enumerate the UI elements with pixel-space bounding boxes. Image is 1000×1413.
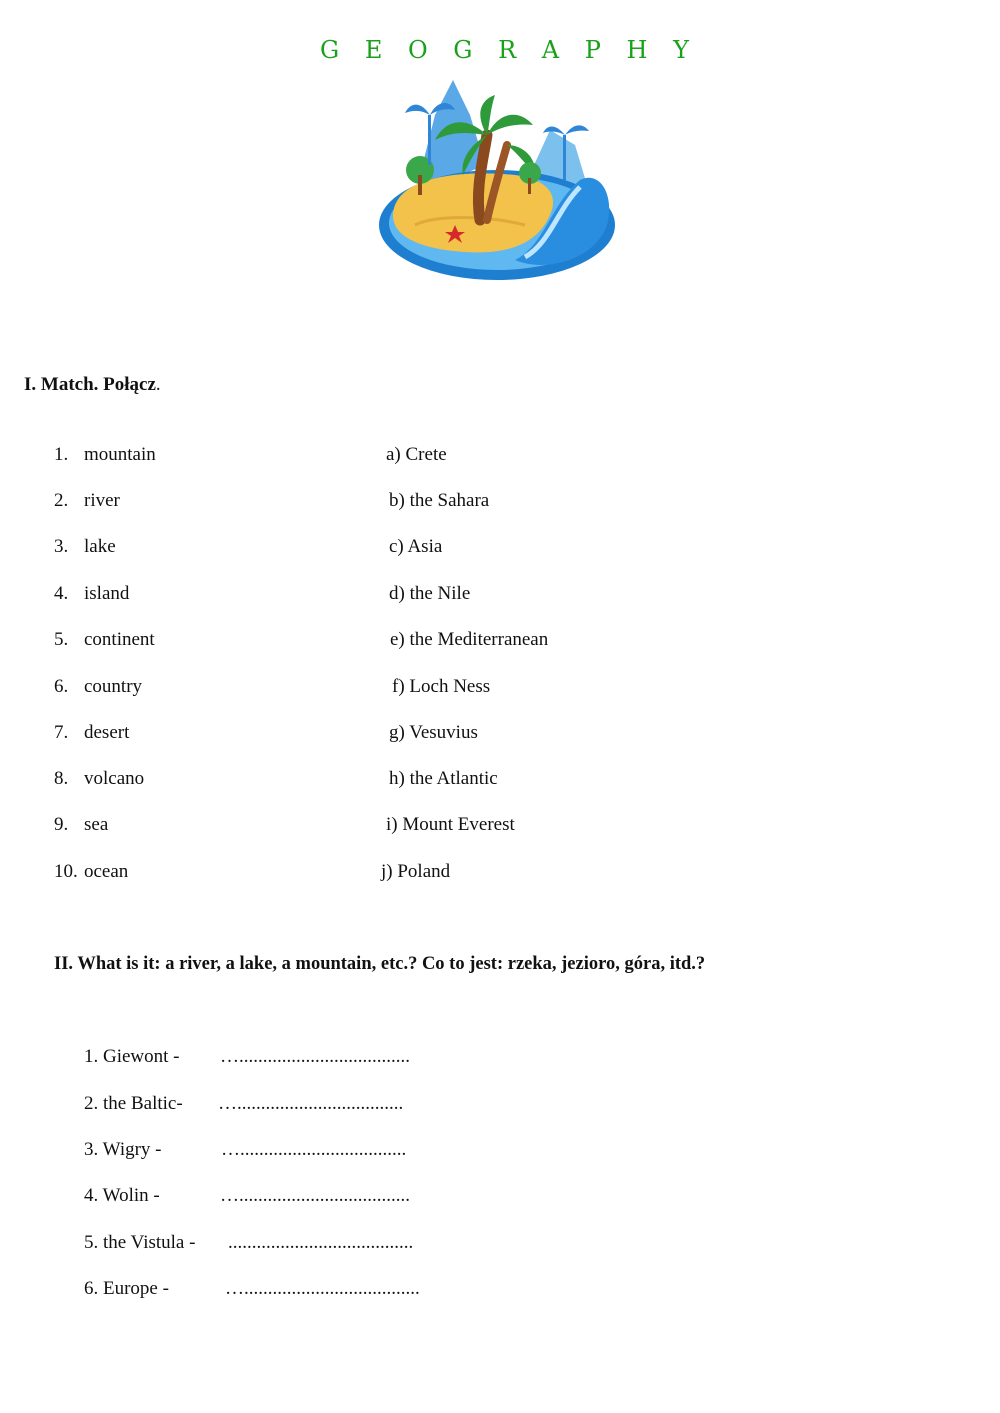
match-option: a) Crete (386, 444, 447, 465)
tropical-island-illustration (375, 75, 620, 285)
page-title: G E O G R A P H Y (320, 36, 698, 64)
match-option: g) Vesuvius (389, 722, 478, 743)
answer-blank[interactable]: …..................................... (225, 1278, 420, 1299)
answer-blank[interactable]: ....................................... (228, 1232, 414, 1253)
match-option: f) Loch Ness (392, 676, 491, 697)
match-option: i) Mount Everest (386, 814, 515, 835)
match-option: h) the Atlantic (389, 768, 498, 789)
match-option: e) the Mediterranean (390, 629, 549, 650)
match-option: d) the Nile (389, 583, 471, 604)
answer-blank[interactable]: ….................................... (220, 1185, 410, 1206)
match-option: b) the Sahara (389, 490, 490, 511)
match-option: c) Asia (389, 536, 443, 557)
answer-blank[interactable]: …................................... (218, 1093, 404, 1114)
answer-blank[interactable]: …................................... (221, 1139, 407, 1160)
section-1-heading: I. Match. Połącz. (24, 374, 161, 395)
section-2-heading: II. What is it: a river, a lake, a mountain, etc.? Co to jest: rzeka, jezioro, góra, itd.? (54, 954, 706, 974)
match-option: j) Poland (381, 861, 451, 882)
answer-blank[interactable]: ….................................... (220, 1046, 410, 1067)
